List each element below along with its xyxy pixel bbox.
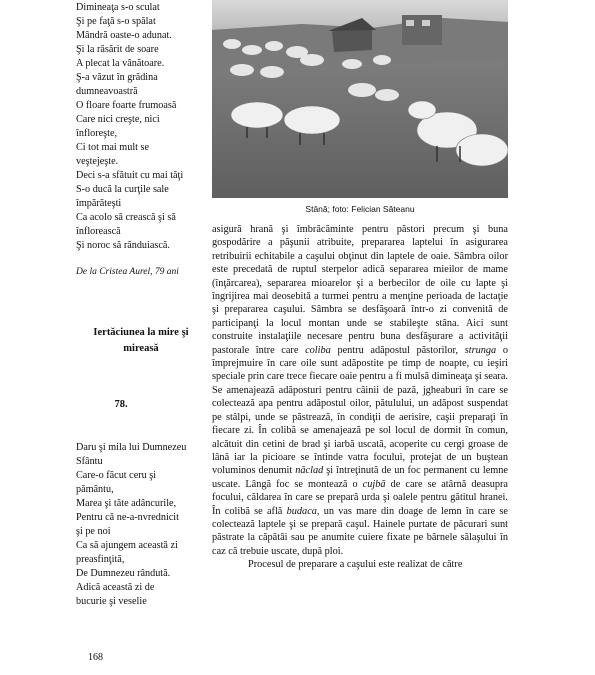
poem2-line: Pentru că ne-a-nvrednicit xyxy=(76,512,179,523)
poem1-line: Dimineaţa s-o sculat xyxy=(76,2,160,13)
poem1-line: Ci tot mai mult se xyxy=(76,142,150,153)
poem1-line: S-o ducă la curţile sale xyxy=(76,184,169,195)
poem2-line: Daru şi mila lui Dumnezeu xyxy=(76,442,187,453)
page-number: 168 xyxy=(88,652,103,663)
poem1-line: A plecat la vânătoare. xyxy=(76,58,165,69)
poem2-line: Sfântu xyxy=(76,456,103,467)
poem1-line: înfloreşte, xyxy=(76,128,118,139)
poem1-line: Mândră oaste-o adunat. xyxy=(76,30,172,41)
poem1-line: O floare foarte frumoasă xyxy=(76,100,177,111)
poem1-line: înflorească xyxy=(76,226,121,237)
poem1-line: dumneavoastră xyxy=(76,86,138,97)
poem2-line: bucurie şi veselie xyxy=(76,596,147,607)
poem-top xyxy=(76,1,211,253)
photo-caption: Stână; foto: Felician Săteanu xyxy=(305,204,415,214)
poem-bottom xyxy=(76,441,211,609)
poem1-line: veştejeşte. xyxy=(76,156,119,167)
poem2-line: De Dumnezeu rândută. xyxy=(76,568,171,579)
poem1-line: Şi pe faţă s-o spălat xyxy=(76,16,156,27)
poem1-line: Ş-a văzut în grădina xyxy=(76,72,158,83)
paragraph-1: asigură hrană şi îmbrăcăminte pentru păstori precum şi buna gospodărire a păşunii atribuite, prepararea laptelui în asigurarea retribuirii echitabile a caşului obţinut din laptele de oaie. Sâmbra oilor este precedată de ruptul sterpelor adică separarea mieilor de mame (înţărcarea), separarea mioarelor şi a berbecilor de oile cu lapte şi îngrijirea mai deosebită a turmei pentru a menţine perioada de lactaţie şi prepararea caşului. Sâmbra se desfăşoară într-o zi convenită de participanţi la locul montan unde se stabileşte stâna. Aici sunt construite instalaţiile necesare pentru buna desfăşurare a activităţii pastorale între care coliba pentru adăpostul păstorilor, strunga o împrejmuire în care oile sunt adăpostite pe timp de noapte, cu ieşiri speciale prin care trece fiecare oaie pentru a fi mulsă dimineaţa şi seara. Se amenajează adăposturi pentru câinii de pază, jgheaburi în care se colectează apa pentru adăpostul oilor, pătulului, un adăpost suspendat pe stâlpi, unde se păstrează, în condiţii de aerisire, caşii preparaţi în fiecare zi. În colibă se amenajează pe sol locul de dormit în comun, alcătuit din cetini de brad şi iarbă uscată, acoperite cu cergi groase de lână iar la picioare se întinde vatra focului, protejat de un buştean voluminos denumit năclad şi întreţinută de un foc permanent cu lemne uscate. Lângă foc se montează o cujbă de care se atârnă deasupra focului, căldarea în care se prepară urda şi oalele pentru gătitul hranei. În colibă se află budaca, un vas mare din doage de lemn în care se colectează laptele şi se prepară caşul. Hainele purtate de păcurari sunt păstrate la căpătâi sau pe anumite cuiere fixate pe bârnele sălaşului în caz că trebuie uscate, după ploi. xyxy=(212,224,509,557)
poem2-line: pământu, xyxy=(76,484,114,495)
poem1-line: Şi noroc să rânduiască. xyxy=(76,240,170,251)
poem1-line: Şi la răsărit de soare xyxy=(76,44,159,55)
poem2-line: Ca să ajungem această zi xyxy=(76,540,178,551)
poem2-line: Care-o făcut ceru şi xyxy=(76,470,157,481)
section-subtitle: Iertăciunea la mire şi mireasă xyxy=(93,327,189,354)
section-number: 78. xyxy=(114,399,128,410)
poem1-line: Deci s-a sfătuit cu mai tăţi xyxy=(76,170,184,181)
poem1-line: Ca acolo să crească şi să xyxy=(76,212,176,223)
poem2-line: preasfinţită, xyxy=(76,554,125,565)
sheep-photo xyxy=(212,0,508,198)
poem1-line: Care nici creşte, nici xyxy=(76,114,160,125)
poem2-line: Adică această zi de xyxy=(76,582,155,593)
attribution: De la Cristea Aurel, 79 ani xyxy=(76,267,179,277)
poem2-line: şi pe noi xyxy=(76,526,111,537)
article-body xyxy=(212,223,508,572)
paragraph-2: Procesul de preparare a caşului este realizat de către xyxy=(248,559,463,571)
poem1-line: împărăteşti xyxy=(76,198,122,209)
poem2-line: Marea şi tăte adâncurile, xyxy=(76,498,177,509)
